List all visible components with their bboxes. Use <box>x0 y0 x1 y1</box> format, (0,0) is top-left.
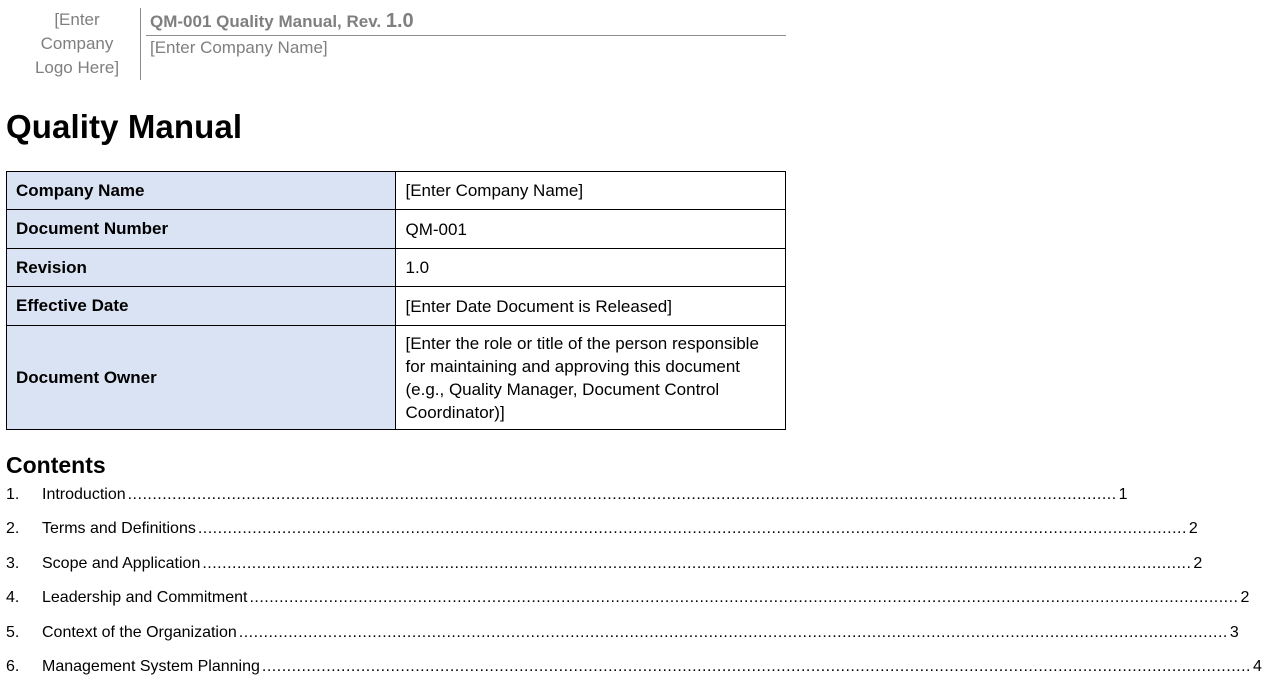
toc-entry-number: 4. <box>6 589 20 607</box>
toc-entry-title[interactable]: Context of the Organization <box>42 623 237 641</box>
table-row <box>7 326 786 430</box>
toc-entry-number: 3. <box>6 554 20 572</box>
table-row <box>7 210 786 249</box>
toc-entry[interactable] <box>6 587 1250 621</box>
header-company-name: [Enter Company Name] <box>150 38 328 57</box>
toc-entry[interactable] <box>6 553 1203 587</box>
toc-entry[interactable] <box>6 622 1239 656</box>
toc-entry-title[interactable]: Terms and Definitions <box>42 520 196 538</box>
toc-entry[interactable] <box>6 656 1262 690</box>
toc-entry-number: 5. <box>6 623 20 641</box>
row-value-line: Coordinator)] <box>405 402 505 422</box>
toc-dot-leader: ........................................................................................................................................................................................................ <box>202 554 1192 572</box>
toc-entry-page[interactable]: 4 <box>1252 657 1262 675</box>
toc-entry-number: 1. <box>6 486 20 503</box>
toc-dot-leader: ........................................................................................................................................................................................................ <box>197 520 1187 538</box>
toc-entry-title[interactable]: Management System Planning <box>42 657 260 675</box>
company-logo-placeholder <box>20 8 134 80</box>
table-of-contents <box>6 484 1262 690</box>
toc-entry-page[interactable]: 1 <box>1118 486 1128 503</box>
table-row <box>7 249 786 287</box>
table-row <box>7 287 786 326</box>
header-document-title <box>150 10 414 33</box>
header-revision-number: 1.0 <box>385 10 414 32</box>
page-title: Quality Manual <box>6 108 243 145</box>
logo-placeholder-line: Company <box>40 34 114 53</box>
toc-dot-leader: ........................................................................................................................................................................................................ <box>127 486 1117 503</box>
toc-dot-leader: ........................................................................................................................................................................................................ <box>238 623 1228 641</box>
toc-entry-number: 6. <box>6 657 20 675</box>
contents-heading: Contents <box>6 452 106 478</box>
logo-placeholder-line: Logo Here] <box>34 58 120 77</box>
toc-entry-title[interactable]: Scope and Application <box>42 554 201 572</box>
toc-entry-title[interactable]: Leadership and Commitment <box>42 589 248 607</box>
row-value: 1.0 <box>396 249 786 287</box>
toc-dot-leader: ........................................................................................................................................................................................................ <box>261 657 1251 675</box>
header-horizontal-divider <box>146 35 786 36</box>
row-value: [Enter Company Name] <box>396 172 786 210</box>
row-value-line: for maintaining and approving this document <box>405 356 741 376</box>
row-value: [Enter Date Document is Released] <box>396 287 786 326</box>
row-label: Document Owner <box>7 326 396 430</box>
toc-entry-page[interactable]: 2 <box>1188 520 1198 538</box>
toc-entry-title[interactable]: Introduction <box>42 486 126 503</box>
toc-dot-leader: ........................................................................................................................................................................................................ <box>249 589 1239 607</box>
toc-entry-page[interactable]: 3 <box>1229 623 1239 641</box>
document-header <box>0 0 798 84</box>
row-label: Effective Date <box>7 287 396 326</box>
header-vertical-divider <box>140 8 141 80</box>
document-info-table <box>6 171 786 430</box>
toc-entry-page[interactable]: 2 <box>1193 554 1203 572</box>
toc-entry[interactable] <box>6 484 1128 518</box>
row-value: QM-001 <box>396 210 786 249</box>
toc-entry-number: 2. <box>6 520 20 538</box>
row-label: Company Name <box>7 172 396 210</box>
row-label: Document Number <box>7 210 396 249</box>
row-value <box>396 326 786 430</box>
header-title-prefix: QM-001 Quality Manual, Rev. <box>150 12 386 31</box>
toc-entry[interactable] <box>6 518 1198 552</box>
row-value-line: (e.g., Quality Manager, Document Control <box>405 379 720 399</box>
logo-placeholder-line: [Enter <box>54 10 100 29</box>
table-row <box>7 172 786 210</box>
row-value-line: [Enter the role or title of the person responsible <box>405 333 759 353</box>
toc-entry-page[interactable]: 2 <box>1240 589 1250 607</box>
row-label: Revision <box>7 249 396 287</box>
